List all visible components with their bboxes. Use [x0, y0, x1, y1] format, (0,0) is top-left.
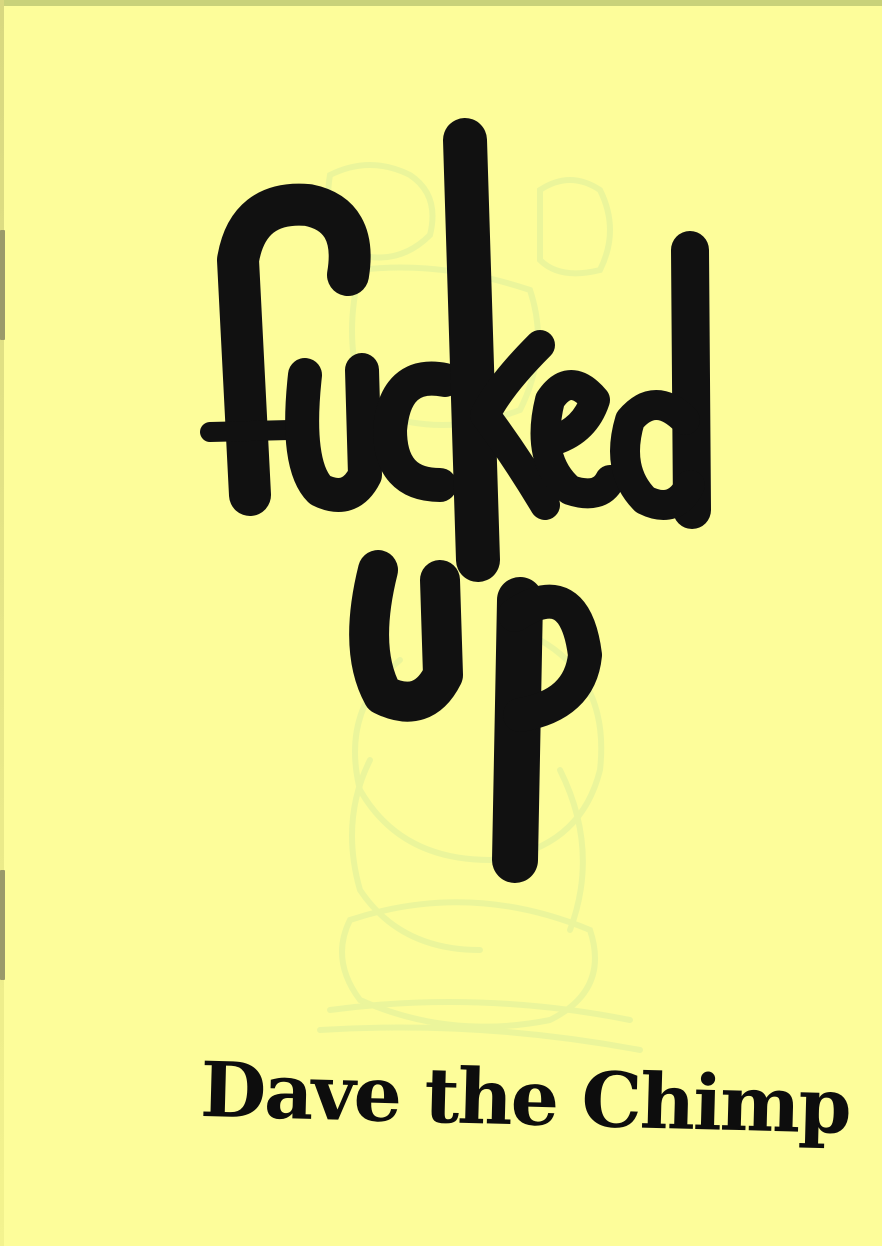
- author-name: Dave the Chimp: [199, 1044, 851, 1151]
